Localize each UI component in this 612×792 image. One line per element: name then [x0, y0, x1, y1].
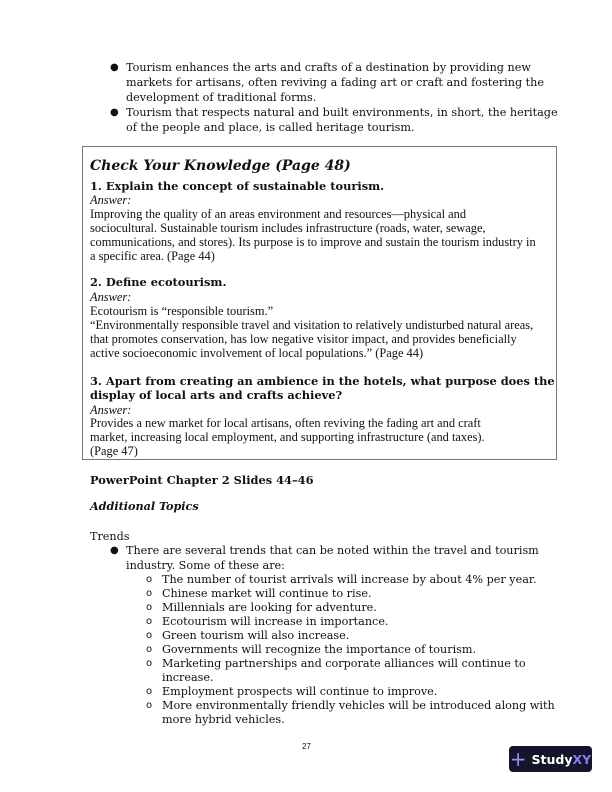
answer-text: “Environmentally responsible travel and visitation to relatively undisturbed natural areas, [90, 318, 534, 332]
answer-text: Improving the quality of an areas environment and resources—physical and [90, 207, 467, 221]
additional-topics-heading: Additional Topics [90, 499, 199, 513]
plus-icon: + [509, 747, 527, 771]
trend-item: Employment prospects will continue to improve. [162, 685, 438, 698]
badge-name-study: Study [531, 751, 573, 767]
trend-item: Chinese market will continue to rise. [162, 587, 372, 600]
trend-item: Ecotourism will increase in importance. [162, 615, 389, 628]
circle-bullet-icon: o [146, 602, 153, 613]
bullet-icon: ● [110, 545, 119, 556]
answer-label: Answer: [90, 193, 132, 207]
bullet-text: markets for artisans, often reviving a fading art or craft and fostering the [126, 76, 544, 89]
bullet-text: Tourism that respects natural and built environments, in short, the heritage [126, 106, 558, 119]
studyxy-badge[interactable] [509, 746, 592, 772]
page-number: 27 [302, 742, 311, 751]
answer-label: Answer: [90, 403, 132, 417]
check-your-knowledge-box [82, 146, 557, 460]
answer-text: (Page 47) [90, 444, 138, 458]
trend-item: Marketing partnerships and corporate alliances will continue to [162, 657, 526, 670]
answer-text: communications, and stores). Its purpose is to improve and sustain the tourism industry in [90, 235, 536, 249]
trend-item: More environmentally friendly vehicles will be introduced along with [162, 699, 555, 712]
circle-bullet-icon: o [146, 686, 153, 697]
badge-label [532, 752, 592, 767]
answer-text: market, increasing local employment, and supporting infrastructure (and taxes). [90, 430, 485, 444]
trend-item: The number of tourist arrivals will increase by about 4% per year. [162, 573, 537, 586]
circle-bullet-icon: o [146, 644, 153, 655]
trend-item: Governments will recognize the importance of tourism. [162, 643, 477, 656]
trends-label: Trends [90, 530, 130, 543]
bullet-text: Tourism enhances the arts and crafts of a destination by providing new [126, 61, 531, 74]
powerpoint-heading: PowerPoint Chapter 2 Slides 44–46 [90, 473, 314, 487]
circle-bullet-icon: o [146, 630, 153, 641]
circle-bullet-icon: o [146, 588, 153, 599]
bullet-text: industry. Some of these are: [126, 559, 285, 572]
trend-item: Green tourism will also increase. [162, 629, 350, 642]
box-title: Check Your Knowledge (Page 48) [90, 158, 351, 174]
answer-text: active socioeconomic involvement of local populations.” (Page 44) [90, 346, 424, 360]
question-text: 2. Define ecotourism. [90, 275, 227, 289]
bullet-icon: ● [110, 107, 119, 118]
answer-text: a specific area. (Page 44) [90, 249, 215, 263]
question-text: 3. Apart from creating an ambience in the hotels, what purpose does the [90, 374, 555, 388]
circle-bullet-icon: o [146, 700, 153, 711]
answer-text: Provides a new market for local artisans, often reviving the fading art and craft [90, 416, 481, 430]
circle-bullet-icon: o [146, 616, 153, 627]
answer-text: sociocultural. Sustainable tourism includes infrastructure (roads, water, sewage, [90, 221, 486, 235]
answer-label: Answer: [90, 290, 132, 304]
badge-name-xy: XY [572, 751, 592, 767]
bullet-icon: ● [110, 62, 119, 73]
bullet-text: development of traditional forms. [126, 91, 317, 104]
question-text: display of local arts and crafts achieve? [90, 388, 343, 402]
question-text: 1. Explain the concept of sustainable tourism. [90, 179, 385, 193]
trend-item: more hybrid vehicles. [162, 713, 285, 726]
bullet-text: of the people and place, is called heritage tourism. [126, 121, 415, 134]
bullet-text: There are several trends that can be noted within the travel and tourism [126, 544, 539, 557]
trend-item: Millennials are looking for adventure. [162, 601, 377, 614]
circle-bullet-icon: o [146, 658, 153, 669]
circle-bullet-icon: o [146, 574, 153, 585]
trend-item: increase. [162, 671, 214, 684]
answer-text: Ecotourism is “responsible tourism.” [90, 304, 274, 318]
answer-text: that promotes conservation, has low negative visitor impact, and provides beneficially [90, 332, 517, 346]
